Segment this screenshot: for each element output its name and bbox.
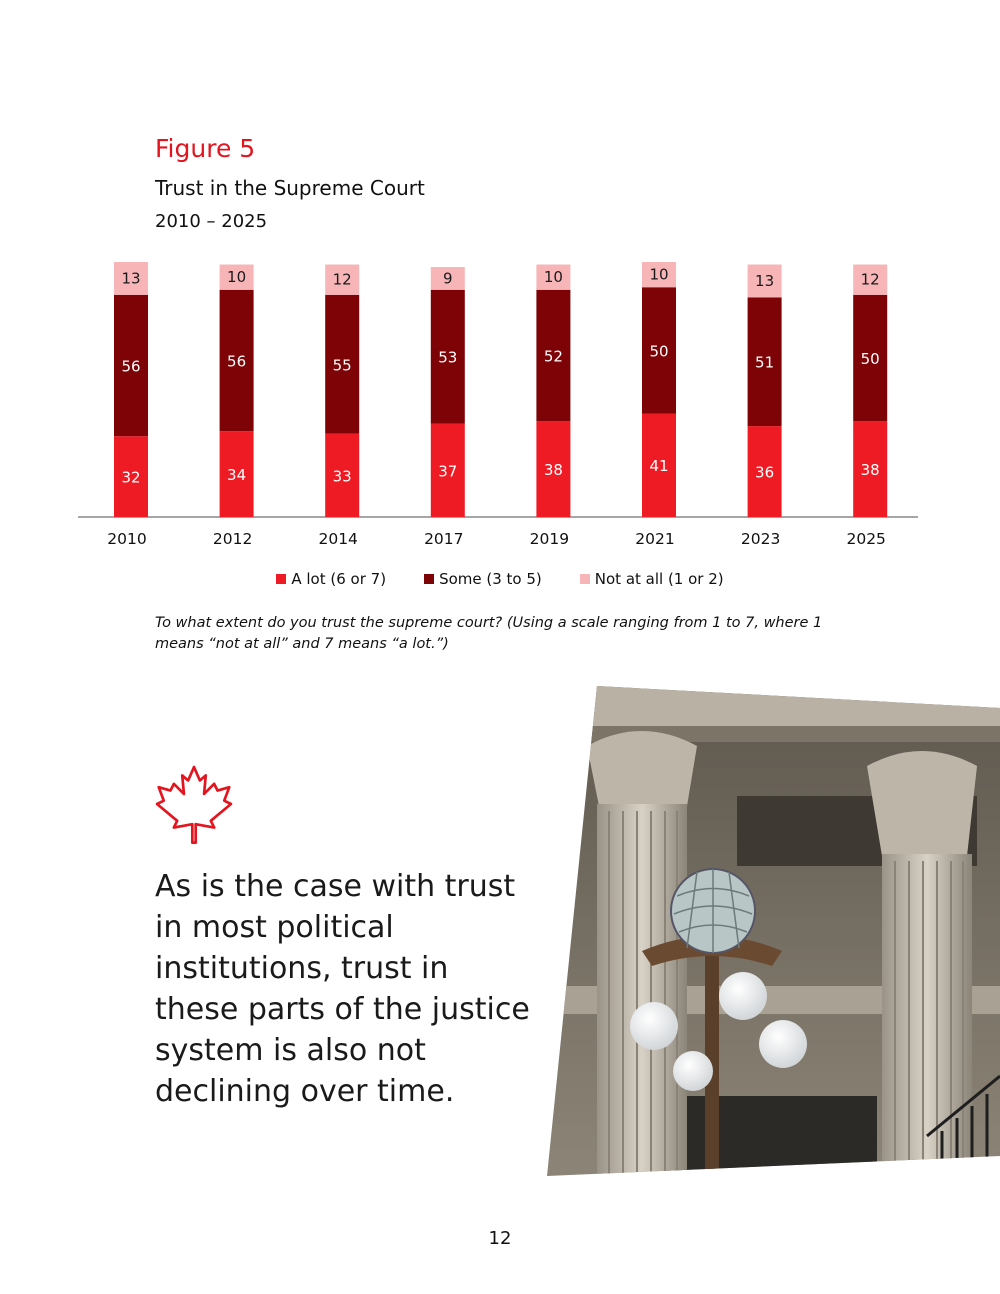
- data-label: 13: [755, 271, 775, 290]
- data-label: 12: [332, 270, 352, 289]
- data-label: 12: [860, 270, 880, 289]
- x-tick-label: 2012: [212, 530, 253, 548]
- data-label: 53: [438, 348, 458, 367]
- x-tick-label: 2014: [318, 530, 358, 548]
- courthouse-columns-lamp-photo: [547, 686, 1000, 1176]
- data-label: 34: [227, 466, 247, 485]
- data-label: 32: [121, 468, 141, 487]
- legend-label: Some (3 to 5): [439, 570, 542, 588]
- data-label: 50: [649, 342, 669, 361]
- chart-legend: [0, 570, 1000, 588]
- page-number: 12: [488, 1228, 512, 1249]
- data-label: 52: [543, 347, 563, 366]
- data-label: 38: [543, 461, 563, 480]
- data-label: 33: [332, 467, 352, 486]
- figure-subtitle: 2010 – 2025: [155, 211, 268, 232]
- x-tick-label: 2023: [740, 530, 781, 548]
- legend-swatch: [276, 574, 286, 584]
- data-label: 51: [755, 353, 775, 372]
- data-label: 55: [332, 356, 352, 375]
- callout-text: As is the case with trust in most political institutions, trust in these parts of the justice system is also not declining over time.: [155, 869, 530, 1109]
- legend-label: A lot (6 or 7): [291, 570, 387, 588]
- x-tick-label: 2025: [846, 530, 886, 548]
- data-label: 56: [227, 352, 247, 371]
- data-label: 10: [227, 268, 247, 287]
- legend-swatch: [424, 574, 434, 584]
- x-tick-label: 2017: [424, 530, 464, 548]
- data-label: 38: [860, 461, 880, 480]
- x-tick-label: 2019: [529, 530, 570, 548]
- data-label: 9: [443, 269, 453, 288]
- legend-item: [580, 570, 724, 588]
- figure-label: Figure 5: [155, 134, 256, 163]
- maple-leaf-icon: [152, 762, 236, 846]
- x-tick-label: 2010: [107, 530, 147, 548]
- data-label: 50: [860, 349, 880, 368]
- data-label: 41: [649, 457, 669, 476]
- legend-label: Not at all (1 or 2): [594, 570, 724, 588]
- legend-swatch: [580, 574, 590, 584]
- data-label: 10: [543, 268, 563, 287]
- figure-title: Trust in the Supreme Court: [155, 176, 425, 200]
- data-label: 56: [121, 357, 141, 376]
- data-label: 10: [649, 265, 669, 284]
- data-label: 13: [121, 269, 141, 288]
- stacked-bar-chart: [0, 250, 1000, 560]
- survey-question: To what extent do you trust the supreme court? (Using a scale ranging from 1 to 7, where 1 means “not at all” and 7 means “a lot.”): [155, 615, 823, 652]
- legend-item: [424, 570, 542, 588]
- data-label: 37: [438, 462, 458, 481]
- x-tick-label: 2021: [635, 530, 675, 548]
- data-label: 36: [755, 463, 775, 482]
- legend-item: [276, 570, 386, 588]
